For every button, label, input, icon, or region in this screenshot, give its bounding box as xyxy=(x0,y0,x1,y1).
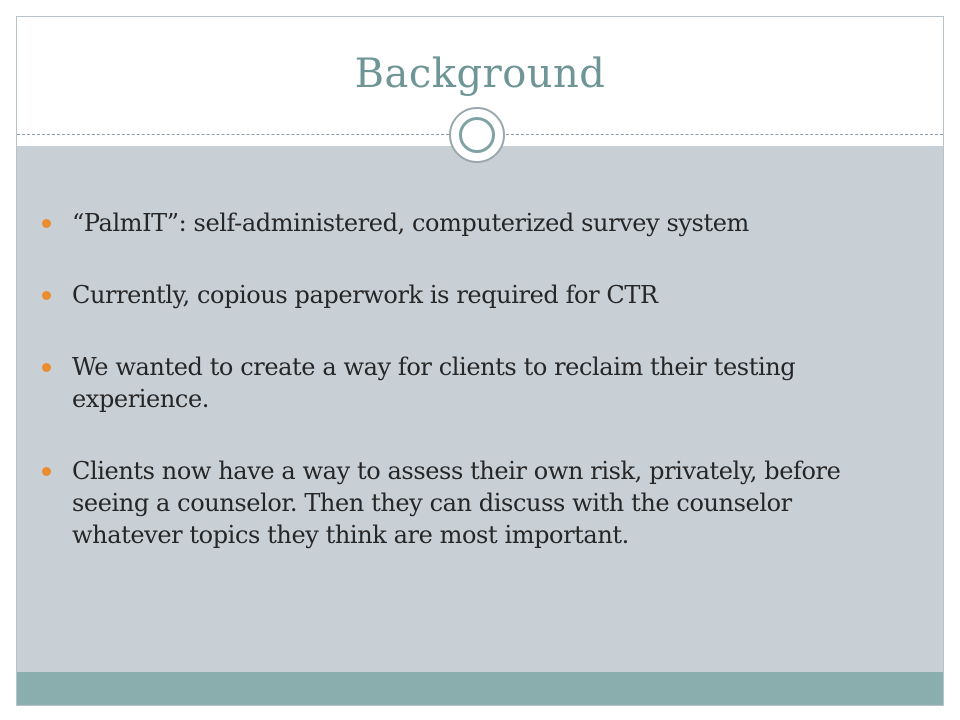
bullet-item xyxy=(17,279,943,311)
bullet-text: We wanted to create a way for clients to reclaim their testing experience. xyxy=(72,353,796,413)
round-bullet-icon xyxy=(42,467,51,476)
round-bullet-icon xyxy=(42,291,51,300)
round-bullet-icon xyxy=(42,363,51,372)
round-bullet-icon xyxy=(42,219,51,228)
bullet-list xyxy=(17,207,943,551)
ornament-inner-ring xyxy=(459,117,495,153)
footer-bar xyxy=(17,672,943,705)
bullet-text: Currently, copious paperwork is required for CTR xyxy=(72,281,658,309)
bullet-item xyxy=(17,207,943,239)
bullet-text: “PalmIT”: self-administered, computerized survey system xyxy=(72,209,749,237)
bullet-item xyxy=(17,351,943,415)
bullet-item xyxy=(17,455,943,551)
slide-title: Background xyxy=(354,51,606,97)
double-circle-ornament-icon xyxy=(449,107,505,163)
slide xyxy=(16,16,944,706)
bullet-text: Clients now have a way to assess their own risk, privately, before seeing a counselor. Then they can discuss with the counselor whatever topics they think are most important. xyxy=(72,457,841,549)
